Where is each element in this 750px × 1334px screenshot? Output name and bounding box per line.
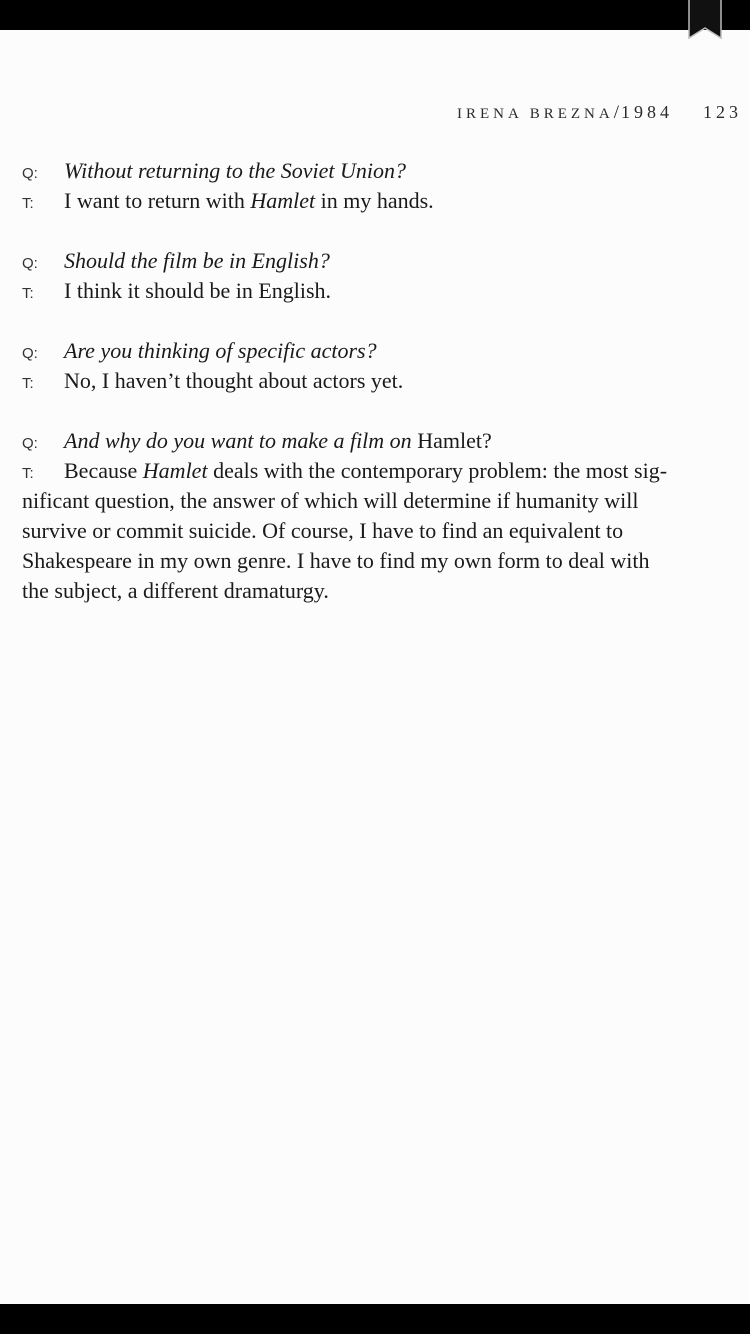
answer-continuation-line: Shakespeare in my own genre. I have to find my own form to deal with: [22, 548, 650, 573]
answer-text-part: Because: [64, 458, 143, 483]
top-status-bar: [0, 0, 750, 30]
bookmark-icon[interactable]: [688, 0, 722, 40]
answer-text-part: deals with the contemporary problem: the most sig-: [207, 458, 668, 483]
answer-continuation-line: nificant question, the answer of which will determine if humanity will: [22, 488, 639, 513]
answer-label: T:: [22, 375, 34, 392]
answer-text: [64, 188, 434, 213]
book-page[interactable]: [0, 30, 750, 1304]
answer-label: T:: [22, 285, 34, 302]
answer-text-emphasis: Hamlet: [250, 188, 316, 213]
answer-text: No, I haven’t thought about actors yet.: [64, 368, 404, 393]
page-number: 123: [703, 102, 742, 122]
answer-text: [64, 458, 667, 483]
answer-text-part: in my hands.: [315, 188, 434, 213]
answer-label: T:: [22, 465, 34, 482]
question-text-italic: And why do you want to make a film on: [64, 428, 418, 453]
answer-text: I think it should be in English.: [64, 278, 332, 303]
running-head: [457, 102, 742, 124]
question-text: Without returning to the Soviet Union?: [64, 158, 406, 183]
question-line: [22, 336, 740, 366]
question-text-title: Hamlet?: [417, 428, 492, 453]
answer-text-emphasis: Hamlet: [142, 458, 208, 483]
question-line: [22, 156, 740, 186]
running-head-year: 1984: [621, 102, 673, 122]
answer-continuation-line: survive or commit suicide. Of course, I have to find an equivalent to: [22, 518, 624, 543]
qa-exchange: [22, 246, 740, 306]
qa-exchange: [22, 426, 740, 606]
answer-line: [22, 276, 740, 306]
question-label: Q:: [22, 435, 38, 452]
question-line: [22, 246, 740, 276]
qa-exchange: [22, 336, 740, 396]
question-line: [22, 426, 740, 456]
question-text: [64, 428, 492, 453]
answer-continuation-line: the subject, a different dramaturgy.: [22, 578, 329, 603]
question-text: Are you thinking of specific actors?: [64, 338, 377, 363]
answer-text-part: I want to return with: [64, 188, 251, 213]
question-label: Q:: [22, 255, 38, 272]
answer-line: [22, 366, 740, 396]
answer-line: [22, 186, 740, 216]
answer-line: [22, 456, 740, 486]
qa-exchange: [22, 156, 740, 216]
running-head-separator: /: [613, 102, 621, 123]
question-label: Q:: [22, 345, 38, 362]
bottom-bar: [0, 1304, 750, 1334]
question-label: Q:: [22, 165, 38, 182]
running-head-author: IRENA BREZNA: [456, 106, 614, 122]
answer-label: T:: [22, 195, 34, 212]
question-text: Should the film be in English?: [64, 248, 330, 273]
